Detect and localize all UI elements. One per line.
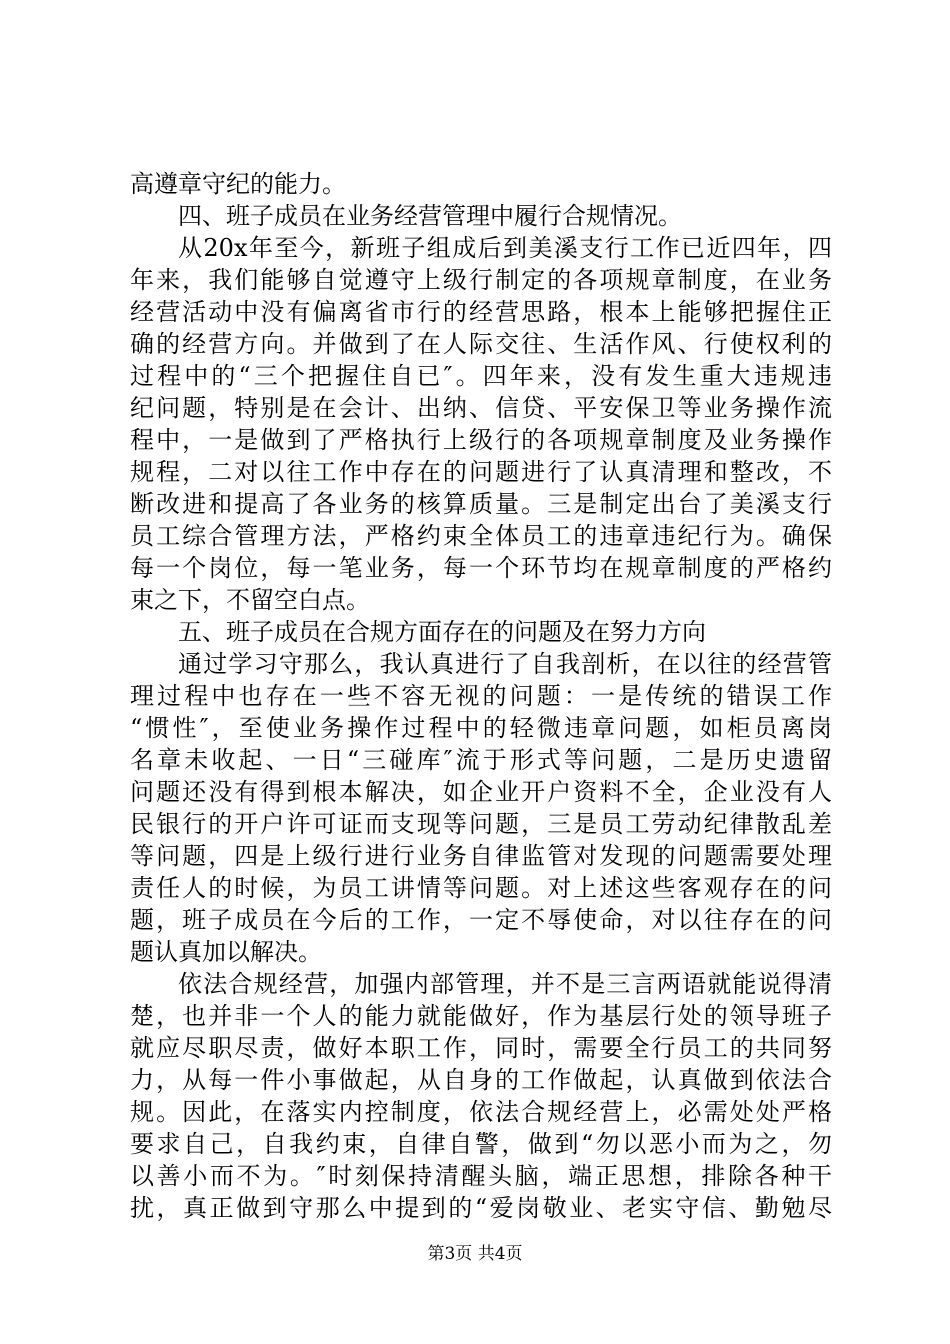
text-line: 断改进和提高了各业务的核算质量。三是制定出台了美溪支行 [130,490,832,518]
text-line: 题认真加以解决。 [130,938,322,966]
text-line: 楚，也并非一个人的能力就能做好，作为基层行处的领导班子 [130,1002,832,1030]
text-line: 民银行的开户许可证而支现等问题，三是员工劳动纪律散乱差 [130,810,832,838]
text-line: 四、班子成员在业务经营管理中履行合规情况。 [178,202,682,230]
text-line: 年来，我们能够自觉遵守上级行制定的各项规章制度，在业务 [130,266,832,294]
text-line: 依法合规经营，加强内部管理，并不是三言两语就能说得清 [178,970,832,998]
document-body [130,168,832,1224]
text-line: 从20x年至今，新班子组成后到美溪支行工作已近四年，四 [178,234,832,262]
text-line: 理过程中也存在一些不容无视的问题：一是传统的错误工作 [130,682,832,710]
text-line: 程中，一是做到了严格执行上级行的各项规章制度及业务操作 [130,426,832,454]
text-line: 通过学习守那么，我认真进行了自我剖析，在以往的经营管 [178,650,832,678]
text-line: 规。因此，在落实内控制度，依法合规经营上，必需处处严格 [130,1098,832,1126]
text-line: 束之下，不留空白点。 [130,586,370,614]
text-line: 每一个岗位，每一笔业务，每一个环节均在规章制度的严格约 [130,554,832,582]
text-line: 高遵章守纪的能力。 [130,170,346,198]
text-line: 就应尽职尽责，做好本职工作，同时，需要全行员工的共同努 [130,1034,832,1062]
text-line: 要求自己，自我约束，自律自警，做到“勿以恶小而为之，勿 [130,1130,832,1158]
text-line: 员工综合管理方法，严格约束全体员工的违章违纪行为。确保 [130,522,832,550]
text-line: 责任人的时候，为员工讲情等问题。对上述这些客观存在的问 [130,874,832,902]
text-line: 力，从每一件小事做起，从自身的工作做起，认真做到依法合 [130,1066,832,1094]
text-line: 过程中的“三个把握住自已″。四年来，没有发生重大违规违 [130,362,832,390]
text-line: 纪问题，特别是在会计、出纳、信贷、平安保卫等业务操作流 [130,394,832,422]
text-line: 题，班子成员在今后的工作，一定不辱使命，对以往存在的问 [130,906,832,934]
text-line: 扰，真正做到守那么中提到的“爱岗敬业、老实守信、勤勉尽 [130,1194,832,1222]
text-line: 名章未收起、一日“三碰库″流于形式等问题，二是历史遗留 [130,746,832,774]
text-line: 等问题，四是上级行进行业务自律监管对发现的问题需要处理 [130,842,832,870]
text-line: 问题还没有得到根本解决，如企业开户资料不全，企业没有人 [130,778,832,806]
text-line: 以善小而不为。″时刻保持清醒头脑，端正思想，排除各种干 [130,1162,832,1190]
text-line: 五、班子成员在合规方面存在的问题及在努力方向 [178,618,706,646]
text-line: 确的经营方向。并做到了在人际交往、生活作风、行使权利的 [130,330,832,358]
text-line: 规程，二对以往工作中存在的问题进行了认真清理和整改，不 [130,458,832,486]
page-number-footer: 第3页 共4页 [427,1244,523,1264]
text-line: “惯性″，至使业务操作过程中的轻微违章问题，如柜员离岗 [130,714,832,742]
text-line: 经营活动中没有偏离省市行的经营思路，根本上能够把握住正 [130,298,832,326]
